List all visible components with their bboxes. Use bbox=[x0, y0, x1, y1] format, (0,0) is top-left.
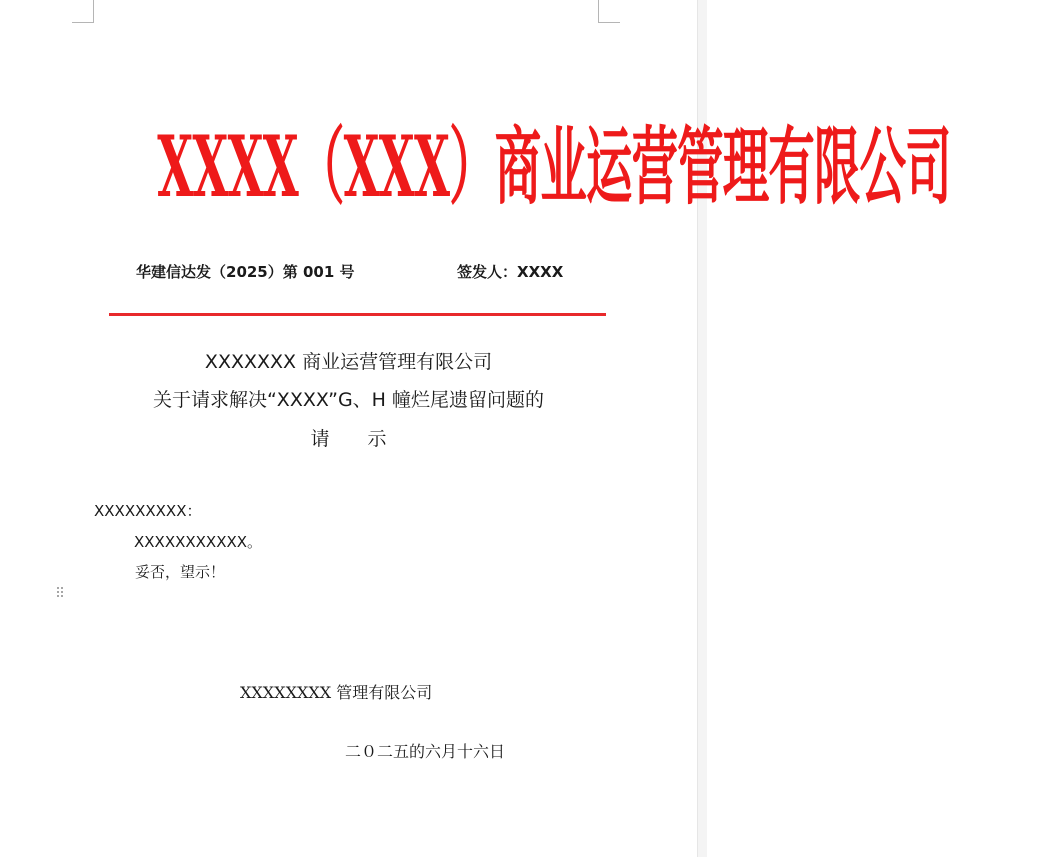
signer: 签发人：XXXX bbox=[457, 263, 564, 281]
subject-line-1: XXXXXXX 商业运营管理有限公司 bbox=[204, 351, 493, 373]
document-number: 华建信达发（2025）第 001 号 bbox=[136, 263, 355, 281]
signature-organization: XXXXXXXX 管理有限公司 bbox=[240, 683, 433, 702]
subject-line-2: 关于请求解决“XXXX”G、H 幢烂尾遗留问题的 bbox=[152, 389, 545, 411]
signature-date: 二０二五的六月十六日 bbox=[345, 742, 506, 761]
body-paragraph: XXXXXXXXXXX。 bbox=[134, 533, 263, 551]
drag-handle-icon[interactable] bbox=[56, 586, 66, 600]
subject-line-3: 请 示 bbox=[310, 428, 387, 450]
red-divider-line bbox=[109, 313, 606, 316]
salutation: XXXXXXXXX： bbox=[94, 502, 202, 520]
issuer-title: XXXX（XXX）商业运营管理有限公司 bbox=[157, 117, 951, 217]
closing-line: 妥否，望示！ bbox=[135, 563, 226, 581]
